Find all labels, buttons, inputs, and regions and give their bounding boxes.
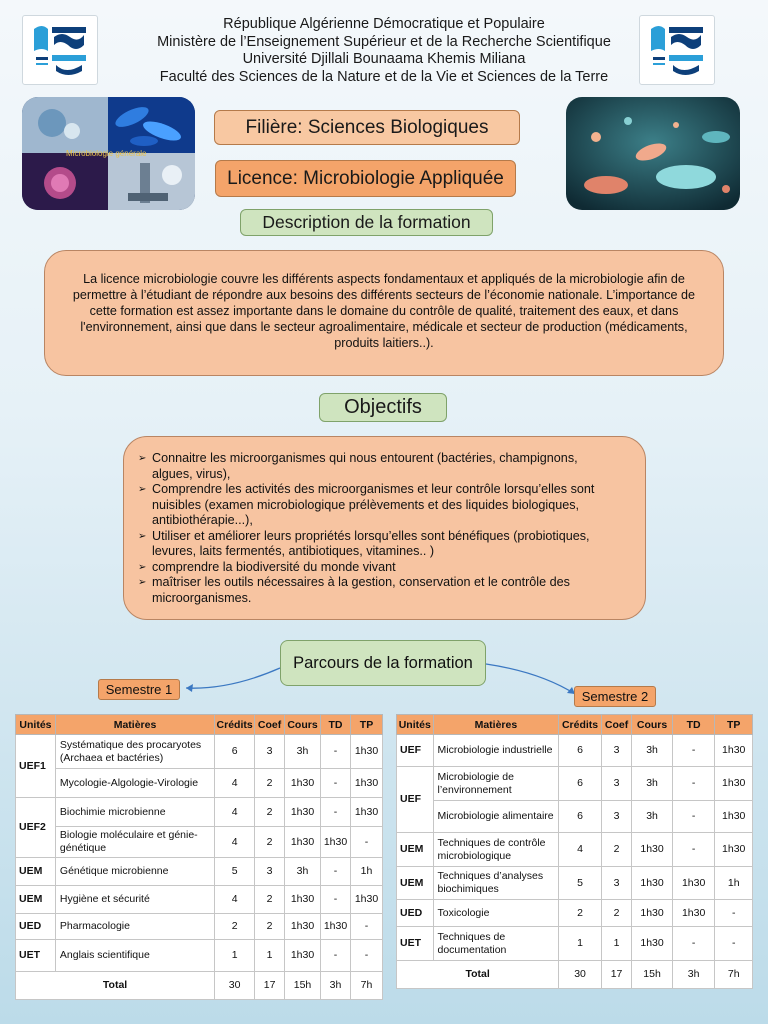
unit-cell: UET bbox=[16, 940, 56, 972]
header-credits: Crédits bbox=[559, 715, 602, 735]
credits-cell: 4 bbox=[215, 769, 255, 798]
matiere-cell: Microbiologie de l’environnement bbox=[433, 767, 559, 801]
header-credits: Crédits bbox=[215, 715, 255, 735]
tp-cell: 1h30 bbox=[715, 801, 753, 833]
cours-cell: 3h bbox=[285, 735, 321, 769]
credits-cell: 1 bbox=[215, 940, 255, 972]
tp-cell: - bbox=[350, 914, 382, 940]
total-credits-cell: 30 bbox=[215, 972, 255, 1000]
table-row bbox=[16, 769, 383, 798]
tp-cell: - bbox=[350, 940, 382, 972]
total-td-cell: 3h bbox=[672, 961, 715, 989]
tp-cell: 1h30 bbox=[350, 798, 382, 827]
tp-cell: 1h30 bbox=[350, 769, 382, 798]
coef-cell: 2 bbox=[255, 827, 285, 858]
header-tp: TP bbox=[715, 715, 753, 735]
table-row bbox=[16, 798, 383, 827]
objectif-item: ➢ comprendre la biodiversité du monde vivant bbox=[138, 560, 621, 576]
total-cours-cell: 15h bbox=[632, 961, 673, 989]
table-row bbox=[16, 735, 383, 769]
td-cell: - bbox=[672, 767, 715, 801]
matiere-cell: Anglais scientifique bbox=[55, 940, 214, 972]
td-cell: - bbox=[672, 833, 715, 867]
header-coef: Coef bbox=[255, 715, 285, 735]
tp-cell: 1h30 bbox=[715, 735, 753, 767]
tp-cell: - bbox=[715, 900, 753, 927]
coef-cell: 3 bbox=[255, 858, 285, 886]
header-matieres: Matières bbox=[55, 715, 214, 735]
credits-cell: 2 bbox=[215, 914, 255, 940]
td-cell: - bbox=[672, 801, 715, 833]
total-td-cell: 3h bbox=[321, 972, 351, 1000]
coef-cell: 2 bbox=[601, 833, 631, 867]
credits-cell: 4 bbox=[215, 798, 255, 827]
cours-cell: 1h30 bbox=[285, 827, 321, 858]
tp-cell: 1h bbox=[715, 867, 753, 900]
credits-cell: 4 bbox=[215, 886, 255, 914]
header-unites: Unités bbox=[16, 715, 56, 735]
table-header-row bbox=[397, 715, 753, 735]
table-row bbox=[397, 801, 753, 833]
td-cell: 1h30 bbox=[672, 900, 715, 927]
header-line-3: Université Djillali Bounaama Khemis Miliana bbox=[242, 51, 526, 67]
credits-cell: 2 bbox=[559, 900, 602, 927]
header-line-1: République Algérienne Démocratique et Populaire bbox=[223, 16, 545, 32]
unit-cell: UEM bbox=[397, 867, 434, 900]
coef-cell: 2 bbox=[255, 769, 285, 798]
coef-cell: 2 bbox=[255, 798, 285, 827]
table-row bbox=[397, 735, 753, 767]
total-cours-cell: 15h bbox=[285, 972, 321, 1000]
coef-cell: 3 bbox=[601, 735, 631, 767]
matiere-cell: Génétique microbienne bbox=[55, 858, 214, 886]
total-label-cell: Total bbox=[397, 961, 559, 989]
tp-cell: 1h30 bbox=[715, 833, 753, 867]
credits-cell: 4 bbox=[559, 833, 602, 867]
credits-cell: 5 bbox=[559, 867, 602, 900]
table-row bbox=[397, 900, 753, 927]
table-row bbox=[397, 767, 753, 801]
credits-cell: 6 bbox=[559, 767, 602, 801]
coef-cell: 1 bbox=[255, 940, 285, 972]
total-coef-cell: 17 bbox=[601, 961, 631, 989]
header-matieres: Matières bbox=[433, 715, 559, 735]
coef-cell: 3 bbox=[255, 735, 285, 769]
coef-cell: 1 bbox=[601, 927, 631, 961]
cours-cell: 1h30 bbox=[285, 940, 321, 972]
header-coef: Coef bbox=[601, 715, 631, 735]
unit-cell: UEF bbox=[397, 767, 434, 833]
credits-cell: 6 bbox=[215, 735, 255, 769]
coef-cell: 2 bbox=[255, 886, 285, 914]
cours-cell: 1h30 bbox=[632, 927, 673, 961]
coef-cell: 3 bbox=[601, 767, 631, 801]
licence-banner: Licence: Microbiologie Appliquée bbox=[215, 160, 516, 197]
td-cell: - bbox=[321, 798, 351, 827]
td-cell: - bbox=[321, 940, 351, 972]
tp-cell: - bbox=[715, 927, 753, 961]
cours-cell: 3h bbox=[632, 801, 673, 833]
unit-cell: UED bbox=[397, 900, 434, 927]
unit-cell: UED bbox=[16, 914, 56, 940]
td-cell: - bbox=[672, 927, 715, 961]
description-title: Description de la formation bbox=[240, 209, 493, 236]
credits-cell: 6 bbox=[559, 735, 602, 767]
cours-cell: 3h bbox=[285, 858, 321, 886]
header-line-2: Ministère de l’Enseignement Supérieur et de la Recherche Scientifique bbox=[157, 33, 611, 50]
coef-cell: 2 bbox=[255, 914, 285, 940]
header-cours: Cours bbox=[285, 715, 321, 735]
description-text: La licence microbiologie couvre les différents aspects fondamentaux et appliqués de la microbiologie afin de permettre à l’étudiant de répondre aux besoins des différents secteurs de l’économie nationale. L’importance de cette formation est assez importante dans le domaine du contrôle de qualité, traitement des eaux, et dans l'environnement, ainsi que dans le secteur agroalimentaire, médicale et secteur de production (médicaments, produits laitiers..). bbox=[72, 272, 696, 350]
header-tp: TP bbox=[350, 715, 382, 735]
matiere-cell: Biologie moléculaire et génie-génétique bbox=[55, 827, 214, 858]
credits-cell: 4 bbox=[215, 827, 255, 858]
header-unites: Unités bbox=[397, 715, 434, 735]
td-cell: 1h30 bbox=[672, 867, 715, 900]
unit-cell: UEF bbox=[397, 735, 434, 767]
table-row bbox=[397, 927, 753, 961]
unit-cell: UEF1 bbox=[16, 735, 56, 798]
matiere-cell: Mycologie-Algologie-Virologie bbox=[55, 769, 214, 798]
cours-cell: 1h30 bbox=[632, 900, 673, 927]
total-coef-cell: 17 bbox=[255, 972, 285, 1000]
unit-cell: UEM bbox=[16, 858, 56, 886]
table-row bbox=[16, 914, 383, 940]
coef-cell: 3 bbox=[601, 801, 631, 833]
credits-cell: 1 bbox=[559, 927, 602, 961]
objectifs-title: Objectifs bbox=[319, 393, 447, 422]
total-tp-cell: 7h bbox=[715, 961, 753, 989]
cours-cell: 3h bbox=[632, 735, 673, 767]
td-cell: - bbox=[321, 769, 351, 798]
tp-cell: 1h bbox=[350, 858, 382, 886]
table-header-row bbox=[16, 715, 383, 735]
header-line-4: Faculté des Sciences de la Nature et de la Vie et Sciences de la Terre bbox=[159, 68, 609, 85]
matiere-cell: Techniques de contrôle microbiologique bbox=[433, 833, 559, 867]
td-cell: 1h30 bbox=[321, 914, 351, 940]
semestre-1-table bbox=[15, 714, 383, 1000]
td-cell: 1h30 bbox=[321, 827, 351, 858]
unit-cell: UEM bbox=[16, 886, 56, 914]
matiere-cell: Microbiologie alimentaire bbox=[433, 801, 559, 833]
table-row bbox=[16, 858, 383, 886]
tp-cell: 1h30 bbox=[350, 886, 382, 914]
matiere-cell: Systématique des procaryotes (Archaea et bactéries) bbox=[55, 735, 214, 769]
parcours-title: Parcours de la formation bbox=[280, 640, 486, 686]
cours-cell: 3h bbox=[632, 767, 673, 801]
matiere-cell: Toxicologie bbox=[433, 900, 559, 927]
objectif-item: ➢ Utiliser et améliorer leurs propriétés lorsqu’elles sont bénéfiques (probiotiques, levures, laits fermentés, antibiotiques, vitamines.. ) bbox=[138, 529, 621, 560]
td-cell: - bbox=[321, 858, 351, 886]
objectif-item: ➢ Connaitre les microorganismes qui nous entourent (bactéries, champignons, algues, virus), bbox=[138, 451, 621, 482]
semestre-2-label: Semestre 2 bbox=[574, 686, 656, 707]
tp-cell: 1h30 bbox=[350, 735, 382, 769]
table-row bbox=[397, 867, 753, 900]
objectif-item: ➢ maîtriser les outils nécessaires à la gestion, conservation et le contrôle des microorganismes. bbox=[138, 575, 621, 606]
td-cell: - bbox=[321, 886, 351, 914]
coef-cell: 3 bbox=[601, 867, 631, 900]
header-td: TD bbox=[672, 715, 715, 735]
td-cell: - bbox=[672, 735, 715, 767]
total-tp-cell: 7h bbox=[350, 972, 382, 1000]
cours-cell: 1h30 bbox=[285, 769, 321, 798]
collage-caption: Microbiologie générale bbox=[66, 149, 147, 158]
semestre-1-label: Semestre 1 bbox=[98, 679, 180, 700]
cours-cell: 1h30 bbox=[285, 886, 321, 914]
table-row bbox=[16, 827, 383, 858]
semestre-2-table bbox=[396, 714, 753, 989]
total-label-cell: Total bbox=[16, 972, 215, 1000]
credits-cell: 6 bbox=[559, 801, 602, 833]
total-row bbox=[397, 961, 753, 989]
header-cours: Cours bbox=[632, 715, 673, 735]
matiere-cell: Microbiologie industrielle bbox=[433, 735, 559, 767]
matiere-cell: Techniques d’analyses biochimiques bbox=[433, 867, 559, 900]
cours-cell: 1h30 bbox=[632, 833, 673, 867]
credits-cell: 5 bbox=[215, 858, 255, 886]
matiere-cell: Biochimie microbienne bbox=[55, 798, 214, 827]
tp-cell: - bbox=[350, 827, 382, 858]
objectif-item: ➢ Comprendre les activités des microorganismes et leur contrôle lorsqu’elles sont nuisibles (examen microbiologique prélèvements et des liquides biologiques, antibiothérapie...), bbox=[138, 482, 621, 529]
table-row bbox=[16, 886, 383, 914]
cours-cell: 1h30 bbox=[285, 798, 321, 827]
unit-cell: UEF2 bbox=[16, 798, 56, 858]
coef-cell: 2 bbox=[601, 900, 631, 927]
matiere-cell: Techniques de documentation bbox=[433, 927, 559, 961]
table-row bbox=[16, 940, 383, 972]
matiere-cell: Hygiène et sécurité bbox=[55, 886, 214, 914]
header-td: TD bbox=[321, 715, 351, 735]
cours-cell: 1h30 bbox=[632, 867, 673, 900]
table-row bbox=[397, 833, 753, 867]
td-cell: - bbox=[321, 735, 351, 769]
total-row bbox=[16, 972, 383, 1000]
tp-cell: 1h30 bbox=[715, 767, 753, 801]
total-credits-cell: 30 bbox=[559, 961, 602, 989]
unit-cell: UET bbox=[397, 927, 434, 961]
filiere-banner: Filière: Sciences Biologiques bbox=[214, 110, 520, 145]
unit-cell: UEM bbox=[397, 833, 434, 867]
matiere-cell: Pharmacologie bbox=[55, 914, 214, 940]
cours-cell: 1h30 bbox=[285, 914, 321, 940]
